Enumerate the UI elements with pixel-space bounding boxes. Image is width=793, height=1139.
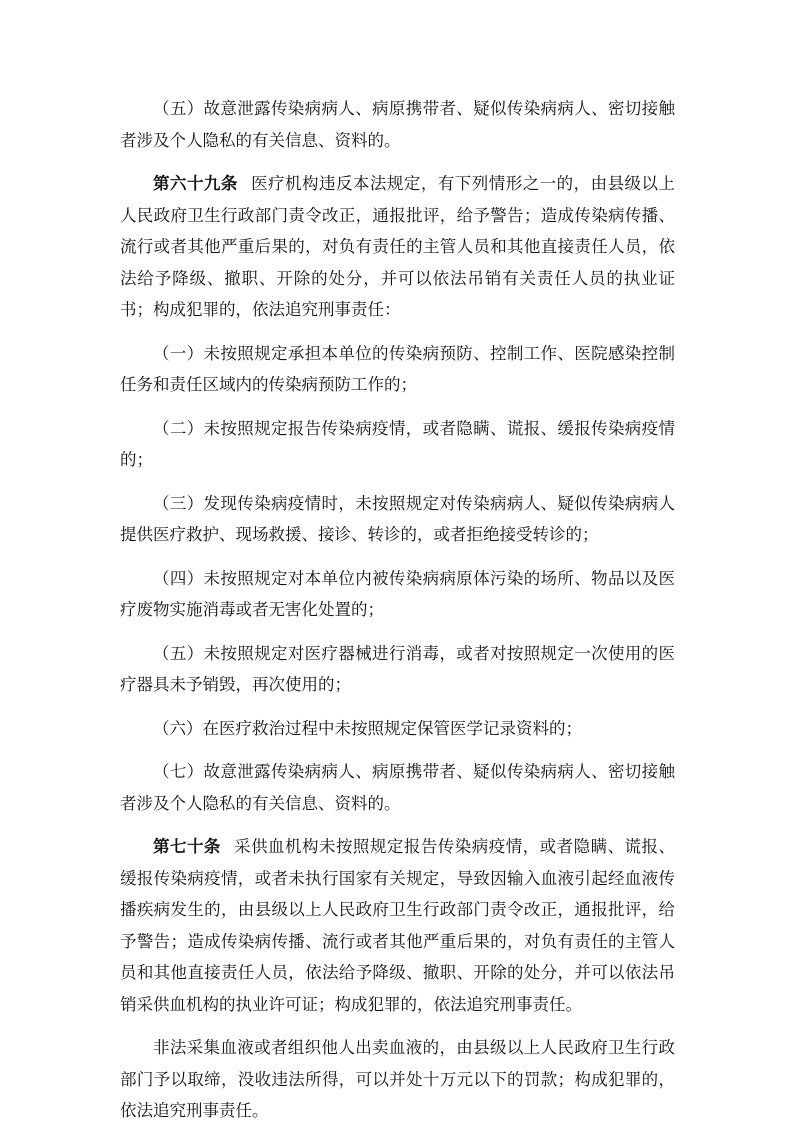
paragraph <box>120 1032 675 1127</box>
paragraph-text: （二）未按照规定报告传染病疫情，或者隐瞒、谎报、缓报传染病疫情的； <box>120 418 675 469</box>
list-item <box>120 756 675 819</box>
paragraph-text: 非法采集血液或者组织他人出卖血液的，由县级以上人民政府卫生行政部门予以取缔，没收违法所得，可以并处十万元以下的罚款；构成犯罪的，依法追究刑事责任。 <box>120 1038 675 1120</box>
paragraph-text: （四）未按照规定对本单位内被传染病病原体污染的场所、物品以及医疗废物实施消毒或者无害化处置的； <box>120 568 675 619</box>
document-page <box>120 93 675 1139</box>
list-item <box>120 338 675 401</box>
list-item <box>120 563 675 626</box>
article-70-paragraph <box>120 831 675 1020</box>
paragraph <box>120 93 675 156</box>
article-69-paragraph <box>120 168 675 326</box>
paragraph-text: （七）故意泄露传染病病人、病原携带者、疑似传染病病人、密切接触者涉及个人隐私的有关信息、资料的。 <box>120 762 675 813</box>
paragraph-text: （三）发现传染病疫情时，未按照规定对传染病病人、疑似传染病病人提供医疗救护、现场救援、接诊、转诊的，或者拒绝接受转诊的； <box>120 493 675 544</box>
paragraph-text: 医疗机构违反本法规定，有下列情形之一的，由县级以上人民政府卫生行政部门责令改正，通报批评，给予警告；造成传染病传播、流行或者其他严重后果的，对负有责任的主管人员和其他直接责任人员，依法给予降级、撤职、开除的处分，并可以依法吊销有关责任人员的执业证书；构成犯罪的，依法追究刑事责任： <box>120 174 676 319</box>
article-heading: 第六十九条 <box>153 174 238 193</box>
list-item <box>120 413 675 476</box>
list-item <box>120 713 675 745</box>
paragraph-text: （五）故意泄露传染病病人、病原携带者、疑似传染病病人、密切接触者涉及个人隐私的有关信息、资料的。 <box>120 99 675 150</box>
list-item <box>120 638 675 701</box>
paragraph-text: （一）未按照规定承担本单位的传染病预防、控制工作、医院感染控制任务和责任区域内的传染病预防工作的； <box>120 343 675 394</box>
list-item <box>120 488 675 551</box>
article-heading: 第七十条 <box>153 837 221 856</box>
paragraph-text: 采供血机构未按照规定报告传染病疫情，或者隐瞒、谎报、缓报传染病疫情，或者未执行国家有关规定，导致因输入血液引起经血液传播疾病发生的，由县级以上人民政府卫生行政部门责令改正，通报批评，给予警告；造成传染病传播、流行或者其他严重后果的，对负有责任的主管人员和其他直接责任人员，依法给予降级、撤职、开除的处分，并可以依法吊销采供血机构的执业许可证；构成犯罪的，依法追究刑事责任。 <box>120 837 676 1014</box>
paragraph-text: （六）在医疗救治过程中未按照规定保管医学记录资料的； <box>153 718 582 738</box>
paragraph-text: （五）未按照规定对医疗器械进行消毒，或者对按照规定一次使用的医疗器具未予销毁，再次使用的； <box>120 643 675 694</box>
